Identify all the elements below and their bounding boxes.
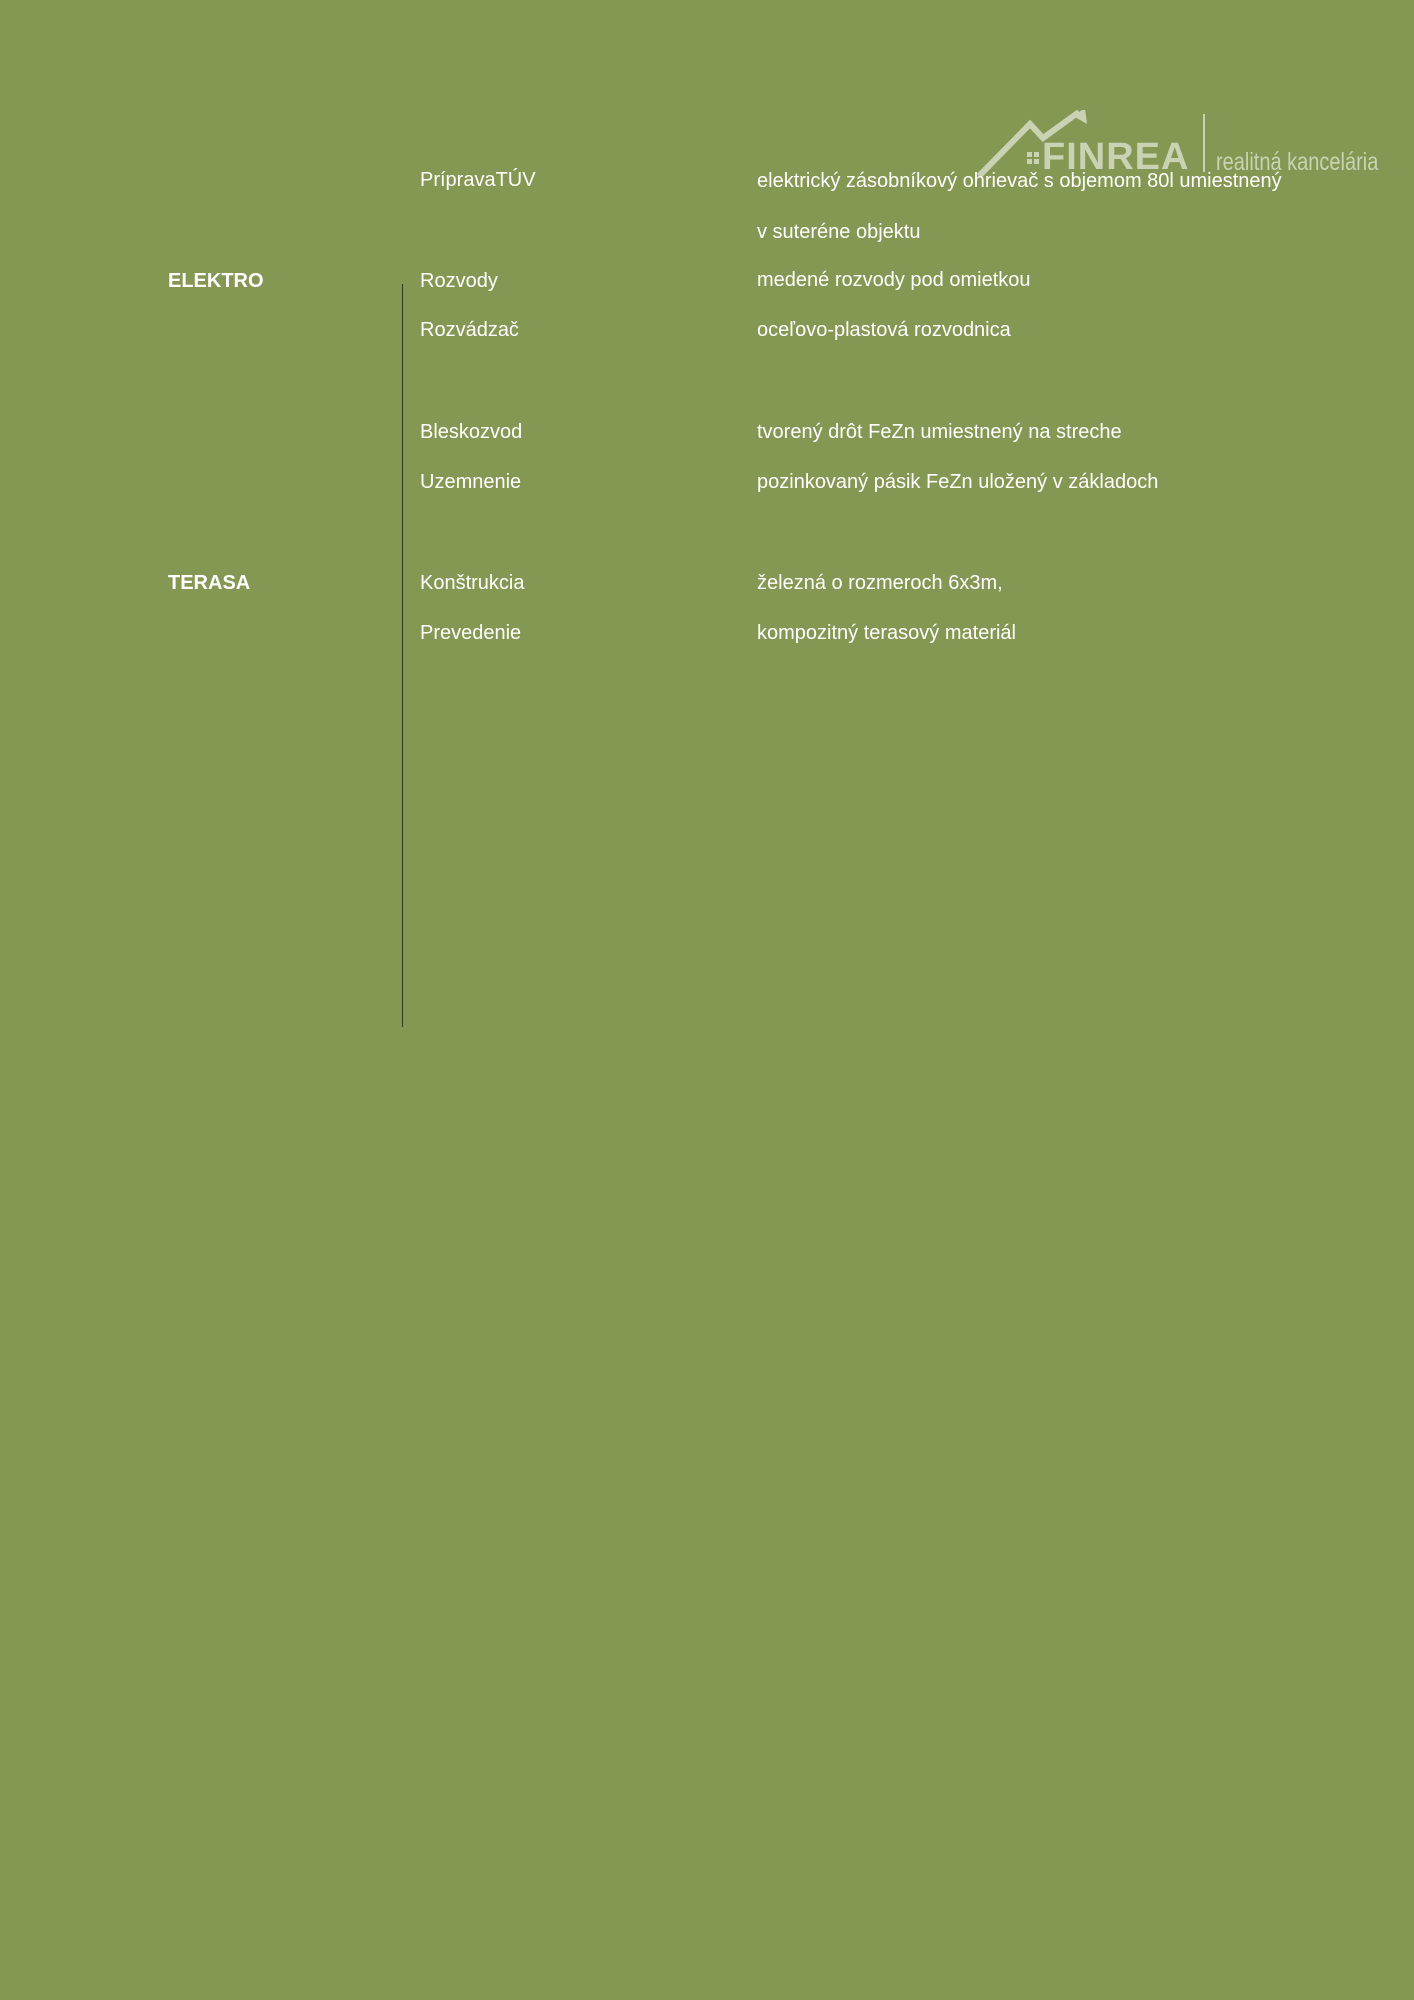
spec-label: Rozvádzač xyxy=(420,319,519,341)
spec-label: Rozvody xyxy=(420,270,498,292)
spec-value: elektrický zásobníkový ohrievač s objemom 80l umiestnený xyxy=(757,170,1282,192)
logo-subtitle: realitná kancelária xyxy=(1216,148,1379,176)
spec-value: kompozitný terasový materiál xyxy=(757,622,1016,644)
spec-label: Bleskozvod xyxy=(420,421,523,443)
spec-label: Konštrukcia xyxy=(420,572,525,594)
section-heading-terasa: TERASA xyxy=(168,572,251,594)
logo-brand-text: FINREA xyxy=(1042,136,1190,178)
spec-label: PrípravaTÚV xyxy=(420,169,536,191)
spec-value: medené rozvody pod omietkou xyxy=(757,269,1031,291)
logo-divider xyxy=(1203,114,1205,172)
spec-value: tvorený drôt FeZn umiestnený na streche xyxy=(757,421,1122,443)
section-heading-elektro: ELEKTRO xyxy=(168,270,264,292)
spec-value: pozinkovaný pásik FeZn uložený v základoch xyxy=(757,471,1159,493)
spec-label: Prevedenie xyxy=(420,622,522,644)
spec-value: železná o rozmeroch 6x3m, xyxy=(757,572,1003,594)
spec-value: oceľovo-plastová rozvodnica xyxy=(757,319,1011,341)
vertical-divider xyxy=(402,284,403,1027)
spec-label: Uzemnenie xyxy=(420,471,522,493)
spec-value: v suteréne objektu xyxy=(757,221,921,243)
